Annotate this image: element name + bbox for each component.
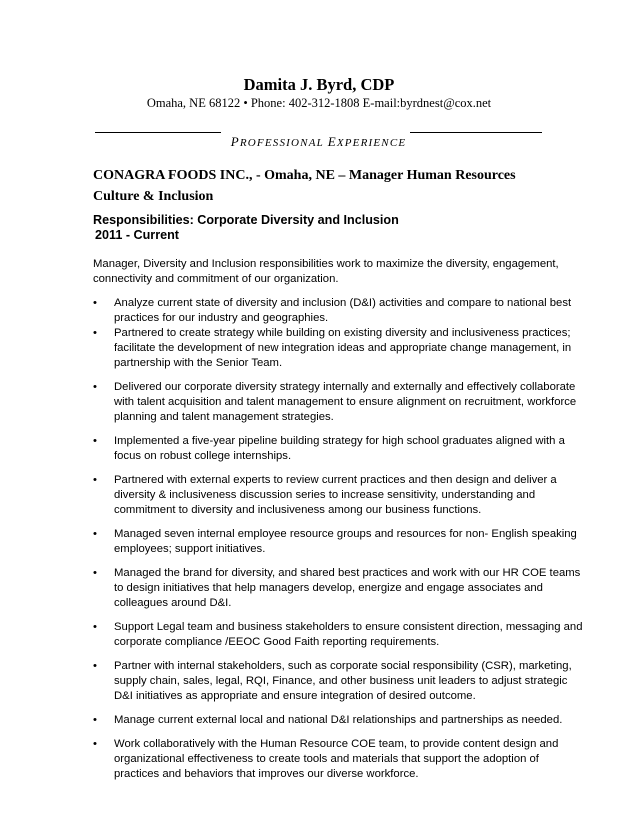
list-item: • Support Legal team and business stakeholders to ensure consistent direction, messaging and corporate compliance /EEOC Good Faith reporting requirements.	[93, 621, 583, 648]
resume-name: Damita J. Byrd, CDP	[243, 75, 395, 94]
list-item: • Partnered with external experts to review current practices and then design and deliver a diversity & inclusiveness discussion series to increase sensitivity, understanding and commitment to diversity and inclusiveness among our business functions.	[93, 474, 557, 516]
list-item: • Managed seven internal employee resource groups and resources for non- English speaking employees; support initiatives.	[93, 528, 577, 555]
section-header	[95, 131, 542, 151]
section-rule-right	[410, 132, 542, 133]
section-title: PROFESSIONAL EXPERIENCE	[230, 134, 407, 149]
list-item: • Managed the brand for diversity, and shared best practices and work with our HR COE teams to design initiatives that help managers develop, energize and engage associates and colleagues around D&I.	[93, 567, 581, 609]
list-item: • Manage current external local and national D&I relationships and partnerships as needed.	[93, 714, 563, 726]
responsibilities-block	[93, 213, 563, 243]
list-item: • Work collaboratively with the Human Resource COE team, to provide content design and organizational effectiveness to create tools and materials that support the adoption of practices and behaviors that improves our diverse workforce.	[93, 738, 559, 780]
contact-location: Omaha, NE 68122	[146, 96, 241, 110]
job-content	[93, 257, 585, 782]
responsibilities-title: Responsibilities: Corporate Diversity and Inclusion	[93, 213, 399, 227]
job-summary: Manager, Diversity and Inclusion responsibilities work to maximize the diversity, engagement, connectivity and commitment of our organization.	[93, 258, 559, 285]
section-rule-left	[95, 132, 221, 133]
list-item: • Delivered our corporate diversity strategy internally and externally and effectively collaborate with talent acquisition and talent management to ensure alignment on recruitment, workforce planning and talent management strategies.	[93, 381, 577, 423]
list-item: • Partnered to create strategy while building on existing diversity and inclusiveness practices; facilitate the development of new integration ideas and appropriate change management, in partnership with the Senior Team.	[93, 327, 572, 369]
company-line: CONAGRA FOODS INC., - Omaha, NE – Manager Human Resources Culture & Inclusion	[93, 168, 516, 204]
list-item: • Partner with internal stakeholders, such as corporate social responsibility (CSR), marketing, supply chain, sales, legal, RQI, Finance, and other business unit leaders to adjust strategic D&I initiatives as appropriate and ensure integration of desired outcome.	[93, 660, 572, 702]
list-item: • Implemented a five-year pipeline building strategy for high school graduates aligned with a focus on robust college internships.	[93, 435, 565, 462]
contact-separator: •	[243, 96, 248, 110]
contact-details: Phone: 402-312-1808 E-mail:byrdnest@cox.net	[250, 96, 492, 110]
bullet-list	[93, 296, 585, 782]
contact-line	[0, 96, 638, 111]
job-dates: 2011 - Current	[95, 228, 179, 242]
list-item: • Analyze current state of diversity and inclusion (D&I) activities and compare to national best practices for our industry and geographies.	[93, 297, 572, 324]
